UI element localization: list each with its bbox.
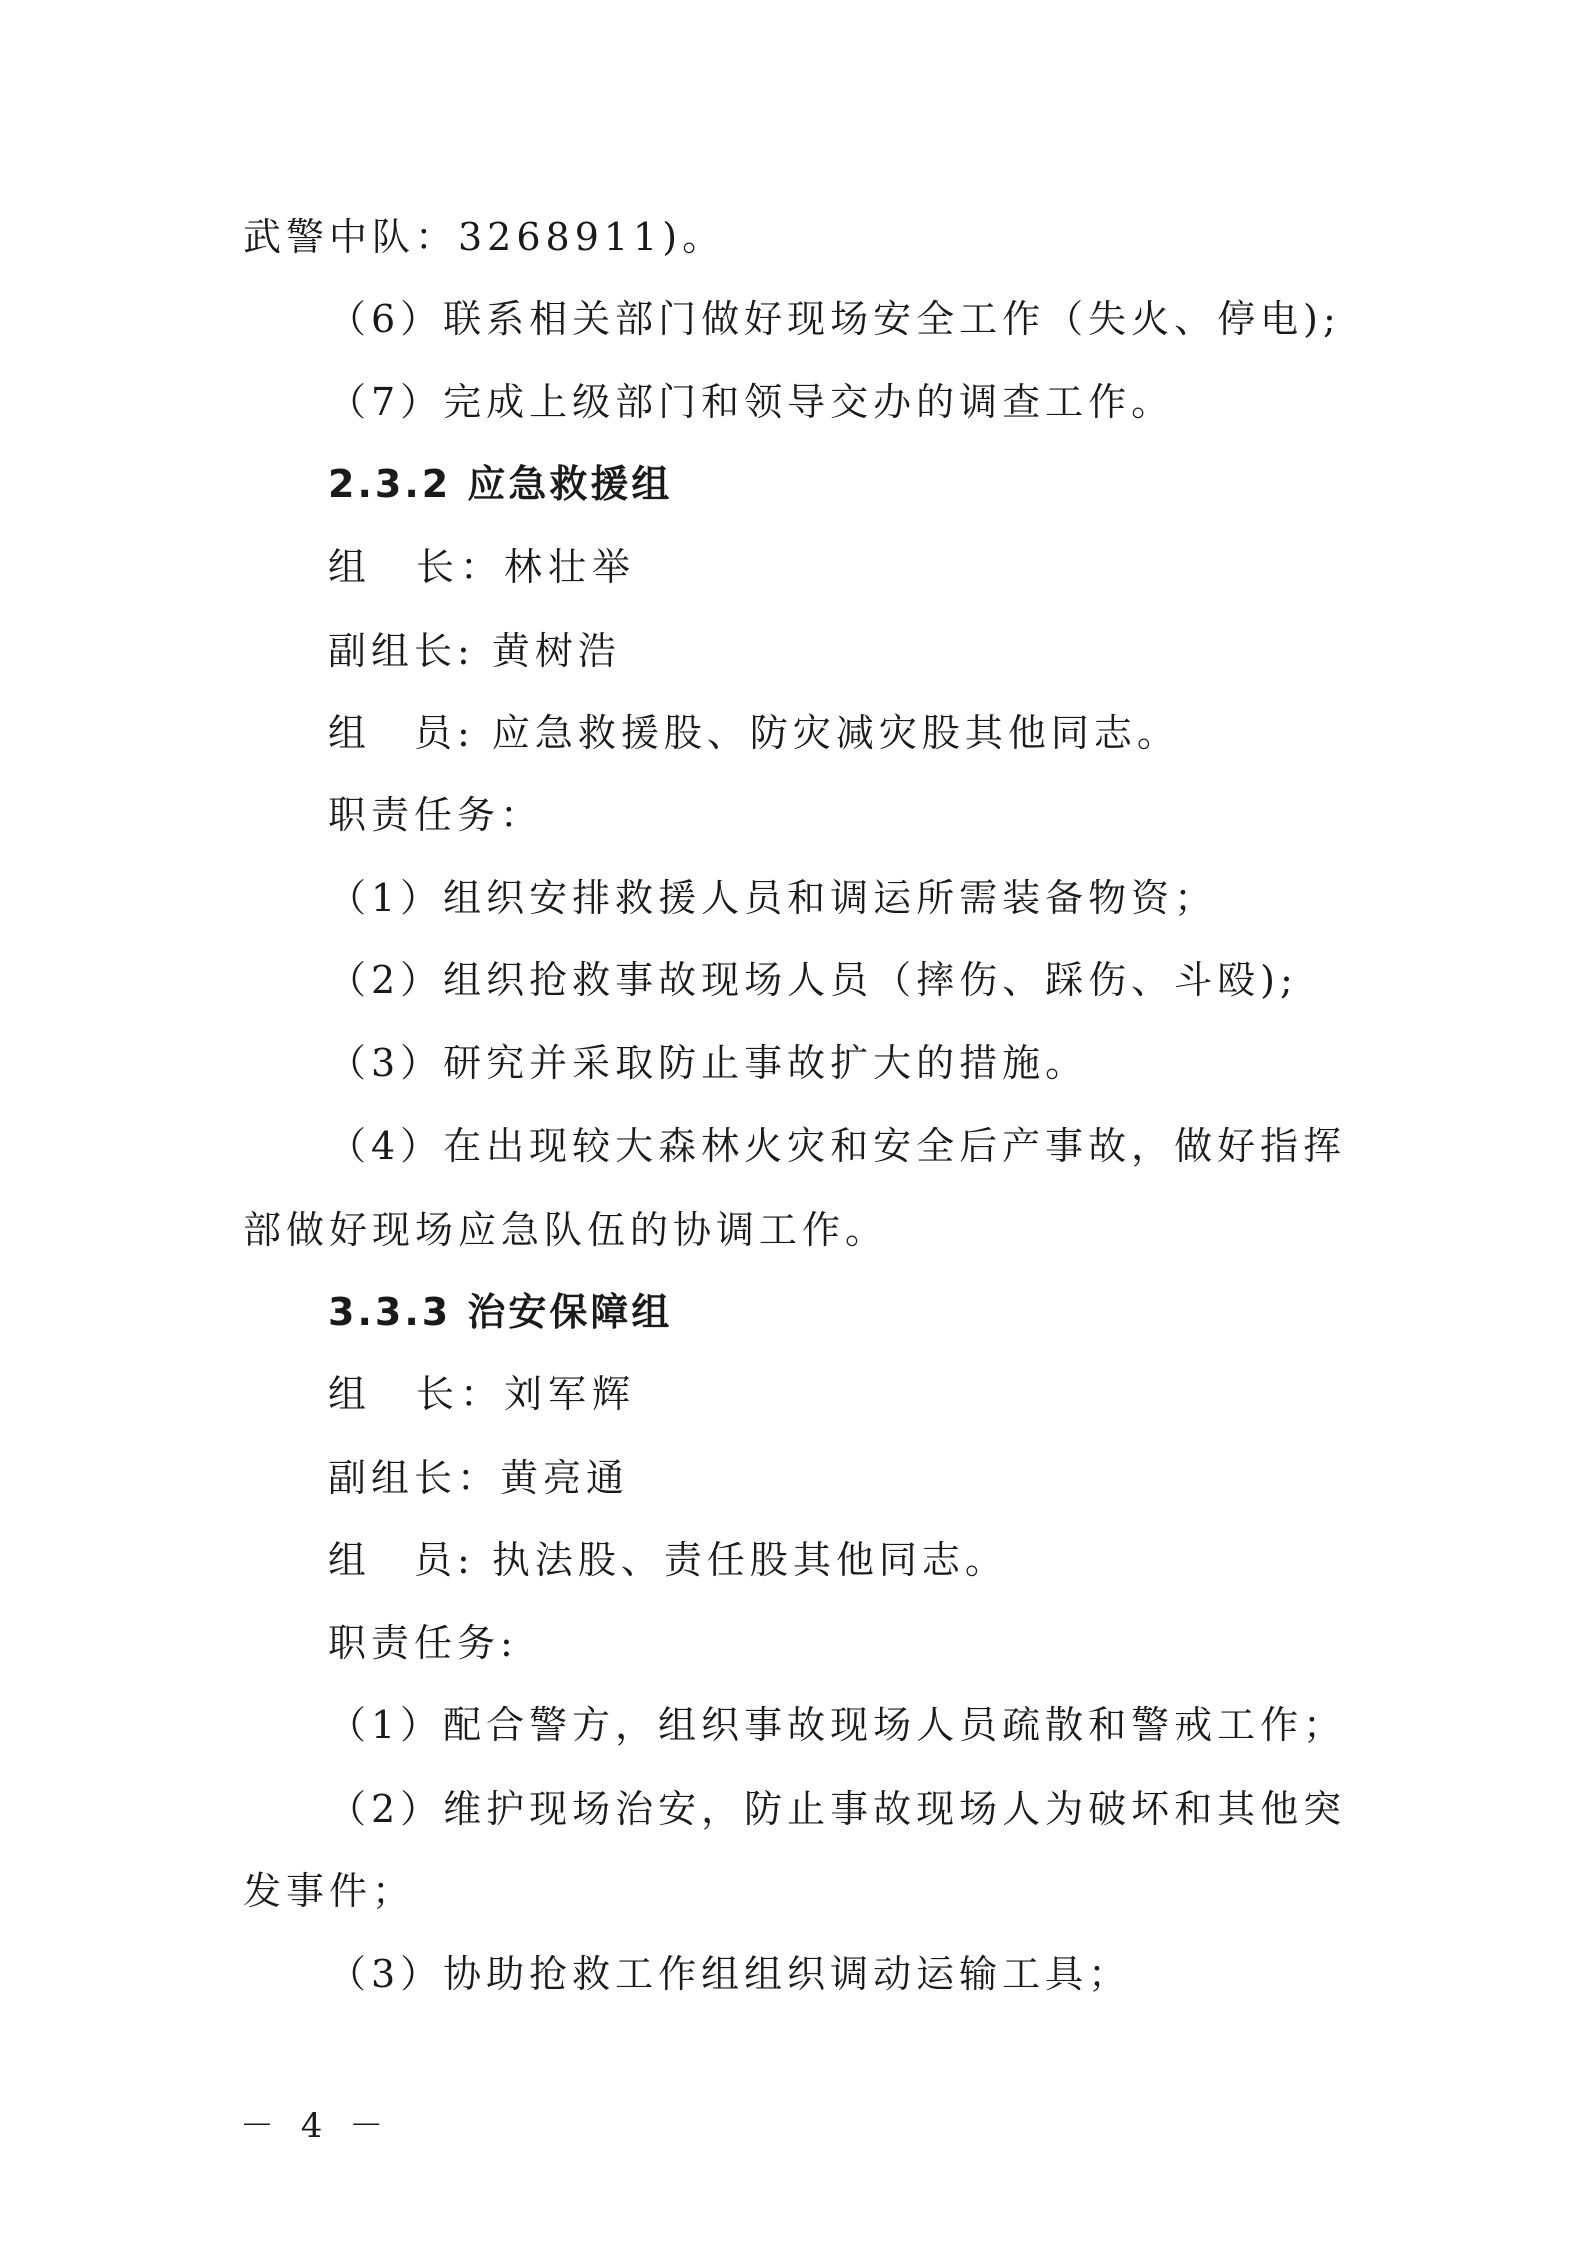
duty-item-2: （2）维护现场治安，防止事故现场人为破坏和其他突	[328, 1787, 1347, 1831]
duty-item-3: （3）协助抢救工作组组织调动运输工具；	[328, 1952, 1132, 1996]
deputy-leader-line: 副组长：黄亮通	[328, 1456, 630, 1500]
group-leader-line: 组 长：林壮举	[328, 545, 637, 589]
section-heading-emergency-rescue: 2.3.2 应急救援组	[328, 462, 673, 506]
page-number: － 4 －	[240, 2106, 392, 2146]
section-heading-security: 3.3.3 治安保障组	[328, 1290, 673, 1334]
duty-item-7: （7）完成上级部门和领导交办的调查工作。	[328, 380, 1175, 424]
text-line-contact: 武警中队：3268911)。	[243, 215, 726, 259]
duty-item-4-continued: 部做好现场应急队伍的协调工作。	[243, 1208, 889, 1252]
duty-item-2-continued: 发事件；	[243, 1869, 416, 1913]
duty-item-6: （6）联系相关部门做好现场安全工作（失火、停电);	[328, 297, 1341, 341]
duty-item-2: （2）组织抢救事故现场人员（摔伤、踩伤、斗殴);	[328, 958, 1298, 1002]
duty-item-3: （3）研究并采取防止事故扩大的措施。	[328, 1041, 1089, 1085]
deputy-leader-line: 副组长: 黄树浩	[328, 629, 621, 673]
group-leader-line: 组 长：刘军辉	[328, 1372, 637, 1416]
duty-item-1: （1）配合警方，组织事故现场人员疏散和警戒工作；	[328, 1703, 1347, 1747]
duty-item-1: （1）组织安排救援人员和调运所需装备物资；	[328, 876, 1218, 920]
duties-label: 职责任务：	[328, 793, 544, 837]
duty-item-4: （4）在出现较大森林火灾和安全后产事故，做好指挥	[328, 1124, 1347, 1168]
group-members-line: 组 员: 执法股、责任股其他同志。	[328, 1538, 1008, 1582]
duties-label: 职责任务:	[328, 1621, 518, 1665]
group-members-line: 组 员: 应急救援股、防灾减灾股其他同志。	[328, 711, 1180, 755]
